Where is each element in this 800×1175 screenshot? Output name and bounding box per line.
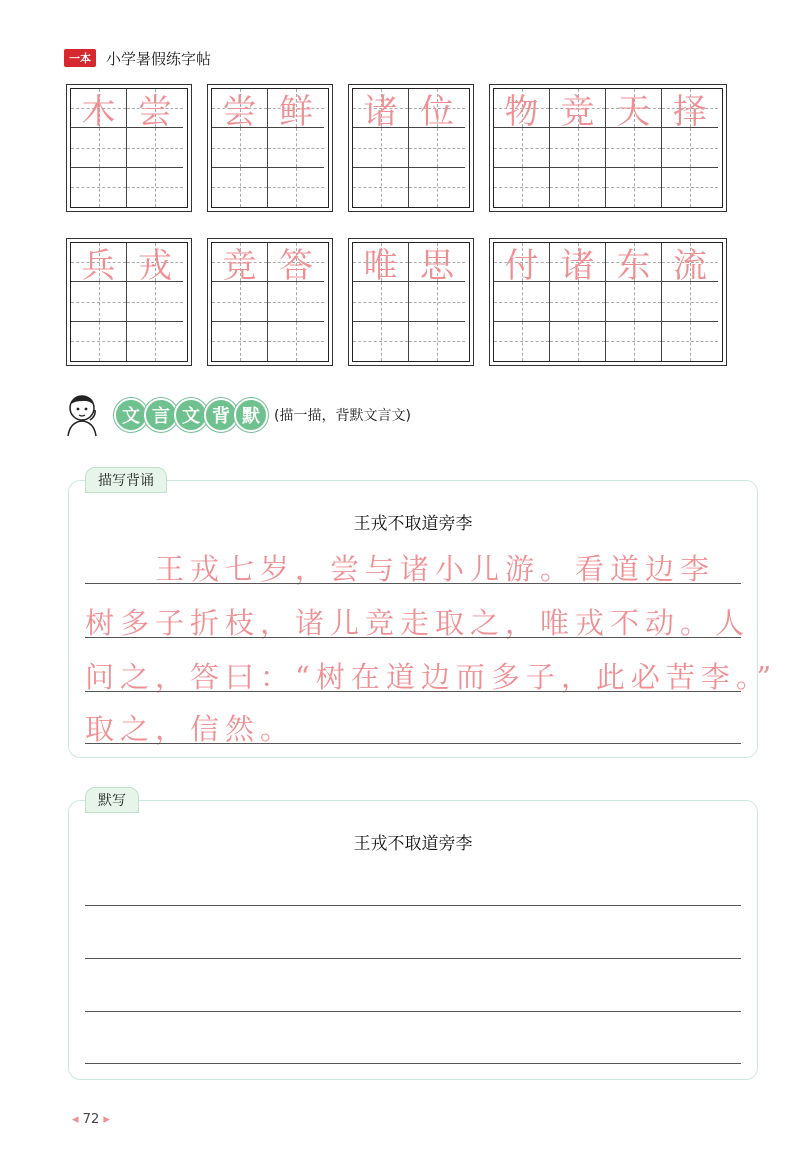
trace-char: 付 [504, 245, 539, 286]
practice-grid [207, 84, 333, 212]
page-number-text: 72 [82, 1112, 100, 1127]
practice-grid [66, 238, 192, 366]
trace-char: 东 [616, 245, 651, 286]
title-char: 默 [234, 398, 268, 432]
book-title: 小学暑假练字帖 [106, 49, 212, 68]
trace-char: 竞 [560, 91, 595, 132]
trace-char: 竞 [222, 245, 257, 286]
practice-grid [66, 84, 192, 212]
title-char: 文 [114, 398, 148, 432]
trace-char: 流 [673, 245, 707, 286]
title-char: 背 [204, 398, 238, 432]
trace-char: 尝 [222, 91, 257, 132]
writing-line [85, 691, 741, 692]
writing-line [85, 743, 741, 744]
dot-icon: ◂ [72, 1112, 79, 1127]
dot-icon: ▸ [103, 1112, 110, 1127]
dictation-panel [68, 793, 758, 1080]
trace-char: 择 [673, 91, 707, 132]
trace-char: 位 [420, 91, 454, 132]
page-number [72, 1112, 110, 1127]
title-char: 言 [144, 398, 178, 432]
trace-char: 唯 [363, 245, 398, 286]
brand-logo: 一本 [64, 49, 96, 67]
trace-line: 王戎七岁，尝与诸小儿游。看道边李 [85, 552, 716, 586]
trace-char: 答 [279, 245, 313, 286]
title-char: 文 [174, 398, 208, 432]
practice-grid [348, 84, 474, 212]
dictation-panel-tab: 默写 [85, 787, 139, 813]
passage-title: 王戎不取道旁李 [353, 834, 473, 854]
trace-panel [68, 473, 778, 758]
practice-grid [207, 238, 333, 366]
trace-char: 思 [420, 245, 454, 286]
writing-line[interactable] [85, 1063, 741, 1064]
trace-line: 问之，答曰：“树在道边而多子，此必苦李。” [85, 660, 778, 694]
trace-char: 物 [504, 91, 539, 132]
practice-grid [348, 238, 474, 366]
writing-line [85, 583, 741, 584]
trace-panel-tab: 描写背诵 [85, 467, 167, 493]
trace-char: 木 [81, 91, 116, 132]
section-note: (描一描，背默文言文) [274, 408, 411, 424]
trace-char: 兵 [81, 245, 116, 286]
trace-char: 天 [616, 91, 651, 132]
trace-char: 鲜 [279, 91, 313, 132]
writing-line[interactable] [85, 958, 741, 959]
trace-char: 戎 [138, 245, 172, 286]
passage-title: 王戎不取道旁李 [353, 514, 473, 534]
trace-char: 诸 [560, 245, 595, 286]
writing-line[interactable] [85, 1011, 741, 1012]
trace-line: 取之，信然。 [85, 712, 296, 746]
section-title [114, 398, 264, 432]
practice-grid [489, 238, 727, 366]
trace-char: 尝 [138, 91, 172, 132]
thinking-boy-icon [62, 392, 108, 438]
trace-char: 诸 [363, 91, 398, 132]
section-heading [62, 392, 411, 438]
practice-grid [489, 84, 727, 212]
page-header [64, 46, 211, 70]
writing-line[interactable] [85, 905, 741, 906]
writing-line [85, 637, 741, 638]
trace-line: 树多子折枝，诸儿竞走取之，唯戎不动。人 [85, 606, 751, 640]
